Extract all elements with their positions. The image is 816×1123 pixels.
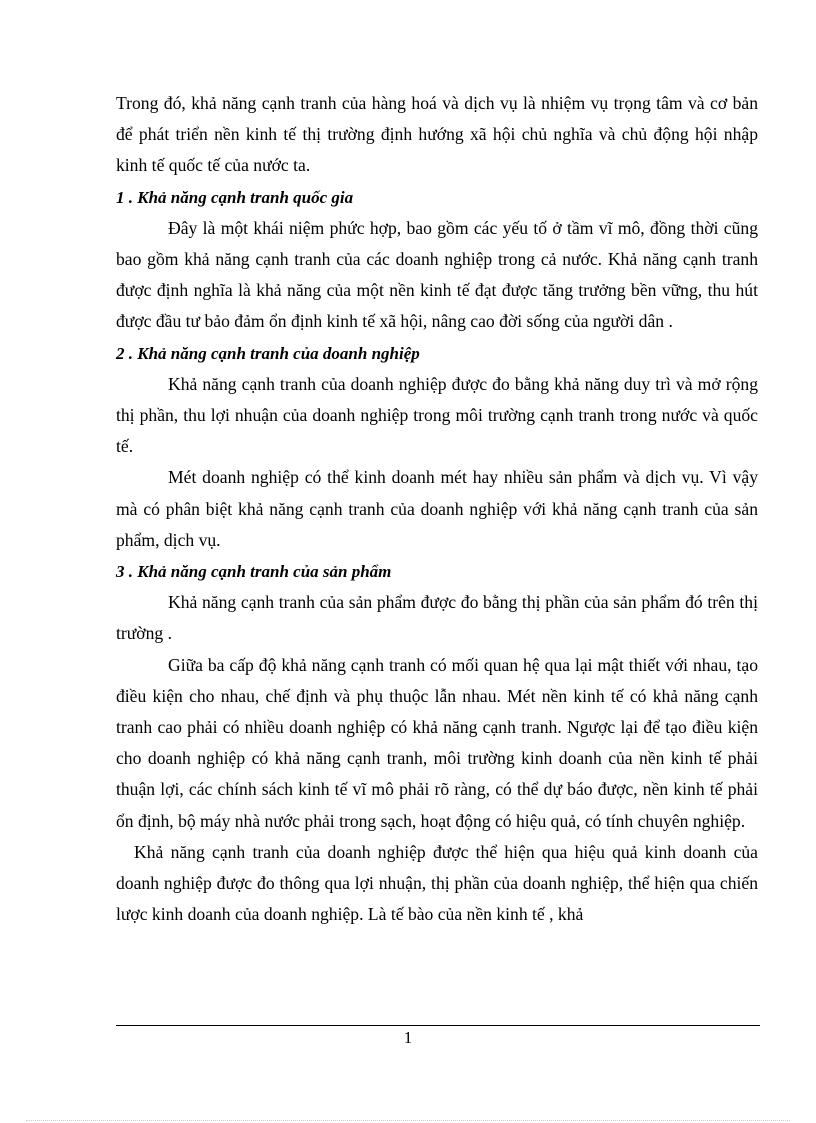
- page-edge-dotted-line: [26, 1120, 790, 1121]
- paragraph-national-definition: Đây là một khái niệm phức hợp, bao gồm các yếu tố ở tầm vĩ mô, đồng thời cũng bao gồm khả năng cạnh tranh của các doanh nghiệp trong cả nước. Khả năng cạnh tranh được định nghĩa là khả năng của một nền kinh tế đạt được tăng trưởng bền vững, thu hút được đầu tư bảo đảm ổn định kinh tế xã hội, nâng cao đời sống của người dân .: [116, 217, 758, 332]
- heading-product-competitiveness: 3 . Khả năng cạnh tranh của sản phẩm: [116, 562, 392, 582]
- paragraph-product-definition: Khả năng cạnh tranh của sản phẩm được đo bằng thị phần của sản phẩm đó trên thị trường .: [116, 592, 758, 644]
- paragraph-three-levels: Giữa ba cấp độ khả năng cạnh tranh có mối quan hệ qua lại mật thiết với nhau, tạo điều kiện cho nhau, chế định và phụ thuộc lẫn nhau. Mét nền kinh tế có khả năng cạnh tranh cao phải có nhiều doanh nghiệp có khả năng cạnh tranh. Ngược lại để tạo điều kiện cho doanh nghiệp có khả năng cạnh tranh, môi trường kinh doanh của nền kinh tế phải thuận lợi, các chính sách kinh tế vĩ mô phải rõ ràng, có thể dự báo được, nền kinh tế phải ổn định, bộ máy nhà nước phải trong sạch, hoạt động có hiệu quả, có tính chuyên nghiệp.: [116, 654, 758, 831]
- heading-national-competitiveness: 1 . Khả năng cạnh tranh quốc gia: [116, 187, 354, 207]
- document-body: [116, 88, 758, 930]
- paragraph-enterprise-definition: Khả năng cạnh tranh của doanh nghiệp được đo bằng khả năng duy trì và mở rộng thị phần, thu lợi nhuận của doanh nghiệp trong môi trường cạnh tranh trong nước và quốc tế.: [116, 373, 758, 457]
- paragraph-enterprise-products: Mét doanh nghiệp có thể kinh doanh mét hay nhiều sản phẩm và dịch vụ. Vì vậy mà có phân biệt khả năng cạnh tranh của doanh nghiệp với khả năng cạnh tranh của sản phẩm, dịch vụ.: [116, 467, 758, 550]
- page-number: 1: [403, 1028, 413, 1047]
- heading-enterprise-competitiveness: 2 . Khả năng cạnh tranh của doanh nghiệp: [116, 343, 420, 363]
- paragraph-enterprise-efficiency: Khả năng cạnh tranh của doanh nghiệp được thể hiện qua hiệu quả kinh doanh của doanh nghiệp được đo thông qua lợi nhuận, thị phần của doanh nghiệp, thể hiện qua chiến lược kinh doanh của doanh nghiệp. Là tế bào của nền kinh tế , khả: [116, 841, 758, 925]
- footer-divider: [116, 1025, 760, 1026]
- paragraph-intro: Trong đó, khả năng cạnh tranh của hàng hoá và dịch vụ là nhiệm vụ trọng tâm và cơ bản để phát triển nền kinh tế thị trường định hướng xã hội chủ nghĩa và chủ động hội nhập kinh tế quốc tế của nước ta.: [116, 93, 758, 176]
